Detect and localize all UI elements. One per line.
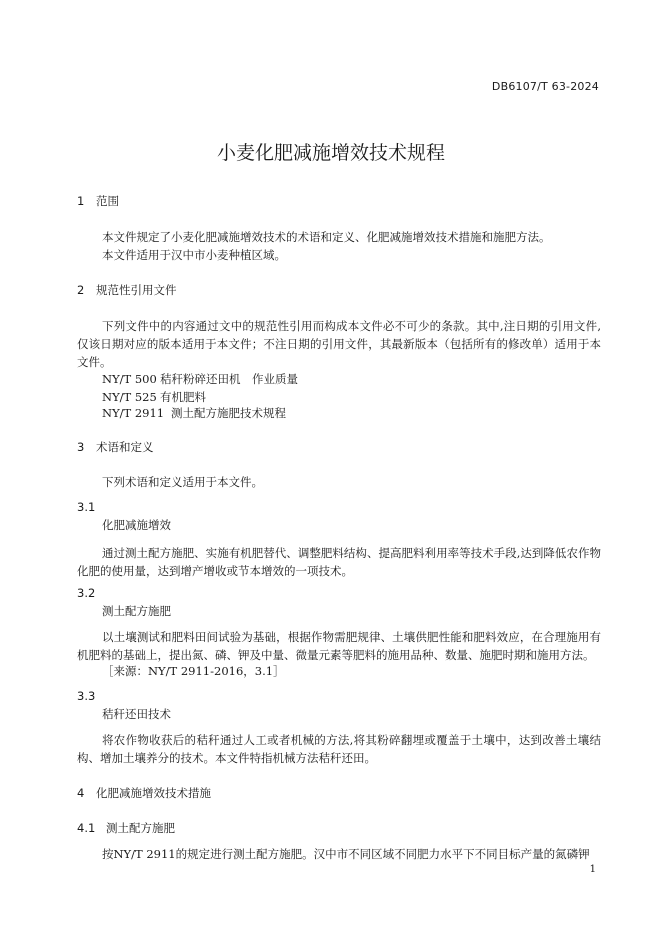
paragraph: 按NY/T 2911的规定进行测土配方施肥。汉中市不同区域不同肥力水平下不同目标产量的氮磷钾	[102, 847, 590, 861]
term-source: ［来源：NY/T 2911-2016，3.1］	[102, 664, 285, 678]
reference-code: NY/T 525	[102, 390, 157, 404]
section-title: 化肥减施增效技术措施	[96, 786, 211, 800]
paragraph: 下列文件中的内容通过文中的规范性引用而构成本文件必不可少的条款。其中,注日期的引用文件,仅该日期对应的版本适用于本文件；不注日期的引用文件，其最新版本（包括所有的修改单）适用于本文件。	[77, 319, 601, 369]
term-name: 秸秆还田技术	[102, 707, 171, 721]
document-code: DB6107/T 63-2024	[491, 80, 599, 93]
section-number: 1	[77, 194, 85, 208]
subsection-number: 4.1	[77, 821, 96, 835]
reference-name: 有机肥料	[160, 390, 206, 404]
term-number: 3.2	[77, 586, 96, 600]
section-number: 3	[77, 440, 85, 454]
page-number: 1	[589, 864, 596, 875]
section-title: 范围	[96, 194, 119, 208]
reference-name: 秸秆粉碎还田机 作业质量	[160, 372, 298, 386]
reference-name: 测土配方施肥技术规程	[171, 406, 286, 420]
section-4-heading	[77, 785, 211, 801]
section-title: 规范性引用文件	[96, 283, 177, 297]
term-name: 化肥减施增效	[102, 518, 171, 532]
section-3-heading	[77, 439, 154, 455]
document-title: 小麦化肥减施增效技术规程	[216, 142, 445, 164]
reference-code: NY/T 500	[102, 372, 157, 386]
term-definition: 通过测土配方施肥、实施有机肥替代、调整肥料结构、提高肥料利用率等技术手段,达到降低农作物化肥的使用量，达到增产增收或节本增效的一项技术。	[77, 546, 601, 578]
term-definition: 以土壤测试和肥料田间试验为基础，根据作物需肥规律、土壤供肥性能和肥料效应，在合理施用有机肥料的基础上，提出氮、磷、钾及中量、微量元素等肥料的施用品种、数量、施肥时期和施用方法。	[77, 630, 601, 662]
paragraph: 本文件规定了小麦化肥减施增效技术的术语和定义、化肥减施增效技术措施和施肥方法。	[102, 230, 551, 244]
reference-item	[102, 371, 298, 387]
term-number: 3.1	[77, 500, 96, 514]
subsection-title: 测土配方施肥	[106, 821, 175, 835]
section-2-heading	[77, 282, 177, 298]
section-number: 2	[77, 283, 85, 297]
reference-item	[102, 405, 286, 421]
term-definition: 将农作物收获后的秸秆通过人工或者机械的方法,将其粉碎翻埋或覆盖于土壤中，达到改善土壤结构、增加土壤养分的技术。本文件特指机械方法秸秆还田。	[77, 733, 601, 765]
section-1-heading	[77, 193, 119, 209]
section-title: 术语和定义	[96, 440, 154, 454]
term-name: 测土配方施肥	[102, 604, 171, 618]
reference-code: NY/T 2911	[102, 406, 165, 420]
term-number: 3.3	[77, 689, 96, 703]
reference-item	[102, 389, 206, 405]
paragraph: 下列术语和定义适用于本文件。	[102, 475, 263, 489]
subsection-4-1-heading	[77, 820, 175, 836]
section-number: 4	[77, 786, 85, 800]
paragraph: 本文件适用于汉中市小麦种植区域。	[102, 248, 286, 262]
